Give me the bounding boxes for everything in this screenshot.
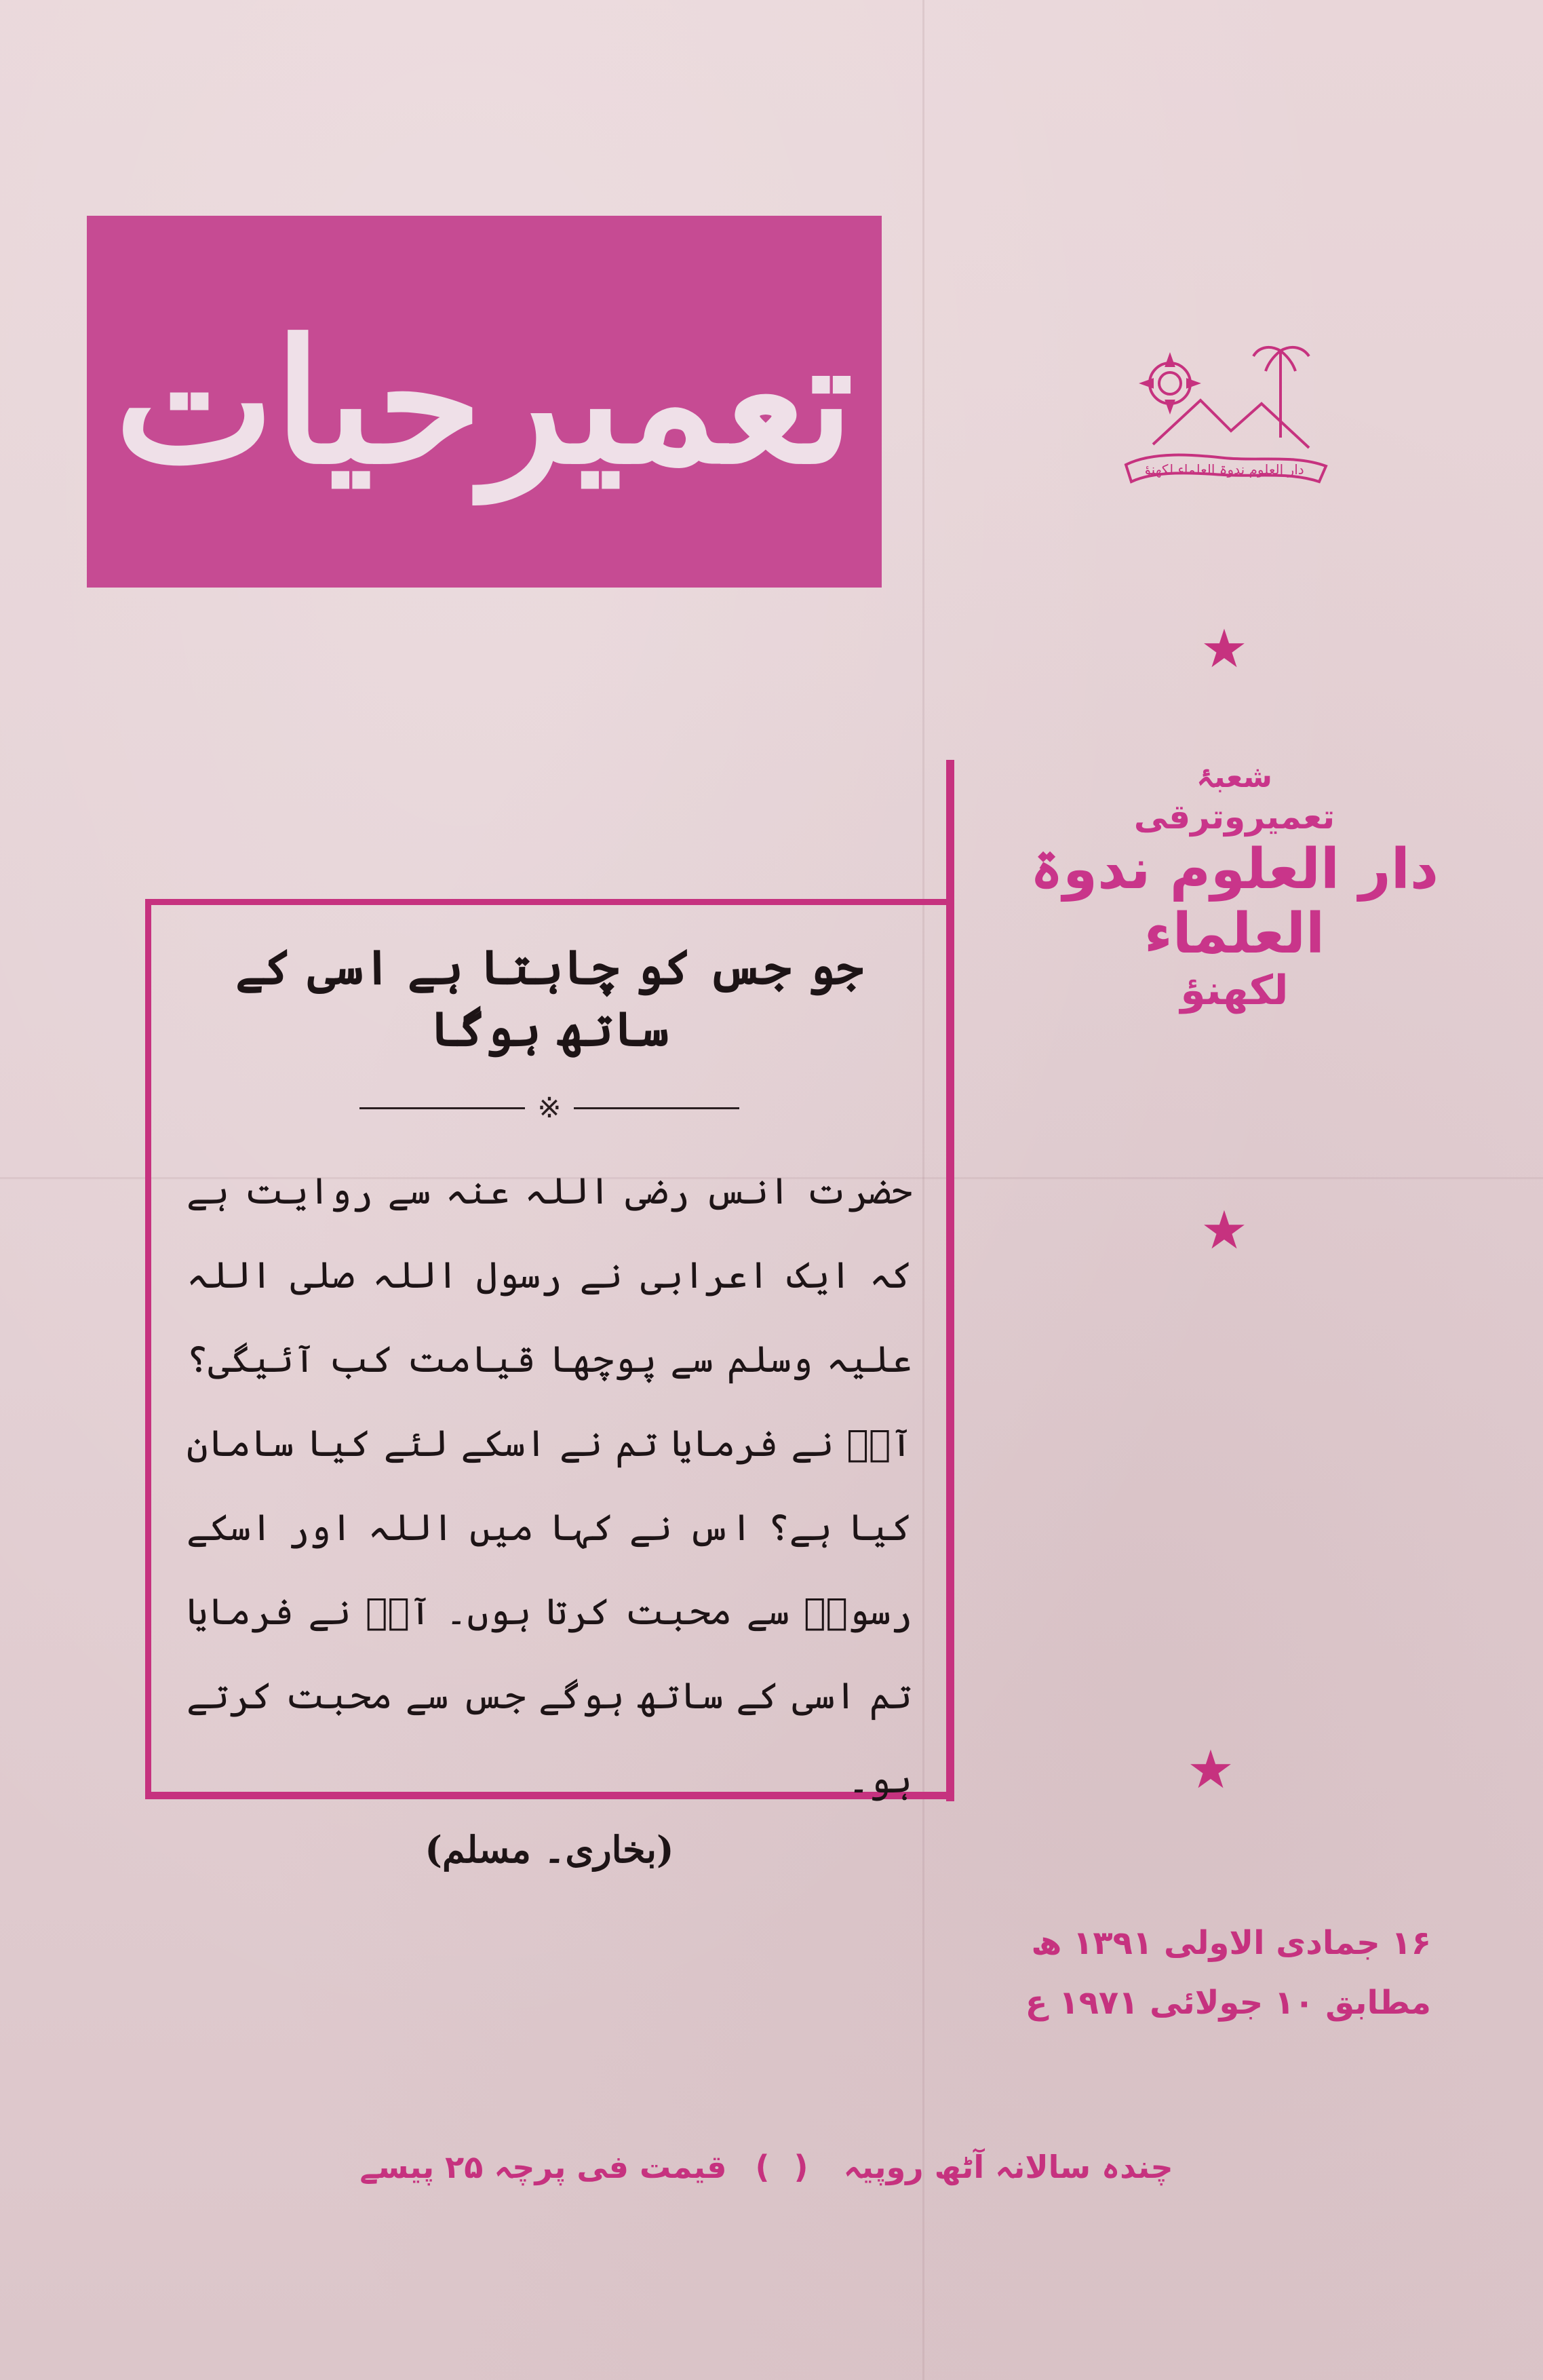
star-icon: ★	[1187, 1740, 1234, 1801]
publisher-line-2: تعمیروترقی	[1133, 796, 1335, 837]
publisher-line-1: شعبۂ	[1196, 760, 1272, 794]
gregorian-date: مطابق ۱۰ جولائی ۱۹۷۱ ع	[1025, 1984, 1431, 2022]
heading-divider	[359, 1091, 739, 1124]
magazine-title: تعمیرحیات	[115, 302, 854, 501]
publisher-line-3: دار العلوم ندوۃ العلماء	[1030, 837, 1439, 966]
hadith-box	[173, 936, 926, 1871]
hijri-date: ۱۶ جمادی الاولی ۱۳۹۱ ھ	[1031, 1924, 1431, 1962]
publisher-block	[1011, 760, 1458, 1015]
hadith-reference: (بخاری۔ مسلم)	[425, 1828, 674, 1871]
per-issue-price: قیمت فی پرچہ ۲۵ پیسے	[359, 2149, 727, 2185]
subscription-separator: ( )	[755, 2149, 815, 2185]
subscription-line	[258, 2147, 1275, 2188]
star-icon: ★	[1200, 619, 1248, 680]
divider-ornament-icon: ※	[537, 1091, 562, 1124]
star-icon: ★	[1200, 1200, 1248, 1261]
divider-line	[359, 1107, 525, 1109]
hadith-heading: جو جس کو چاہتا ہے اسی کے ساتھ ہوگا	[235, 939, 863, 1057]
annual-subscription: چندہ سالانہ آٹھ روپیہ	[843, 2149, 1173, 2185]
frame-border-top	[145, 899, 952, 905]
frame-border-left	[145, 899, 151, 1798]
hadith-body: حضرت انس رضی اللہ عنہ سے روایت ہے کہ ایک اعرابی نے رسول اللہ صلی اللہ علیہ وسلم سے پوچھا قیامت کب آئیگی؟ آپؐ نے فرمایا تم نے اسکے لئے کیا سامان کیا ہے؟ اس نے کہا میں اللہ اور اسکے رسولؐ سے محبت کرتا ہوں۔ آپؐ نے فرمایا تم اسی کے ساتھ ہوگے جس سے محبت کرتے ہو۔	[187, 1170, 912, 1801]
masthead-banner	[87, 216, 882, 588]
nadwa-emblem-icon	[1112, 336, 1336, 499]
emblem-caption: دار العلوم ندوۃ العلماء لکھنؤ	[1144, 461, 1304, 478]
frame-border-right	[946, 760, 954, 1801]
publisher-line-4: لکھنؤ	[1180, 966, 1289, 1014]
issue-dates	[956, 1913, 1431, 2033]
divider-line	[574, 1107, 739, 1109]
